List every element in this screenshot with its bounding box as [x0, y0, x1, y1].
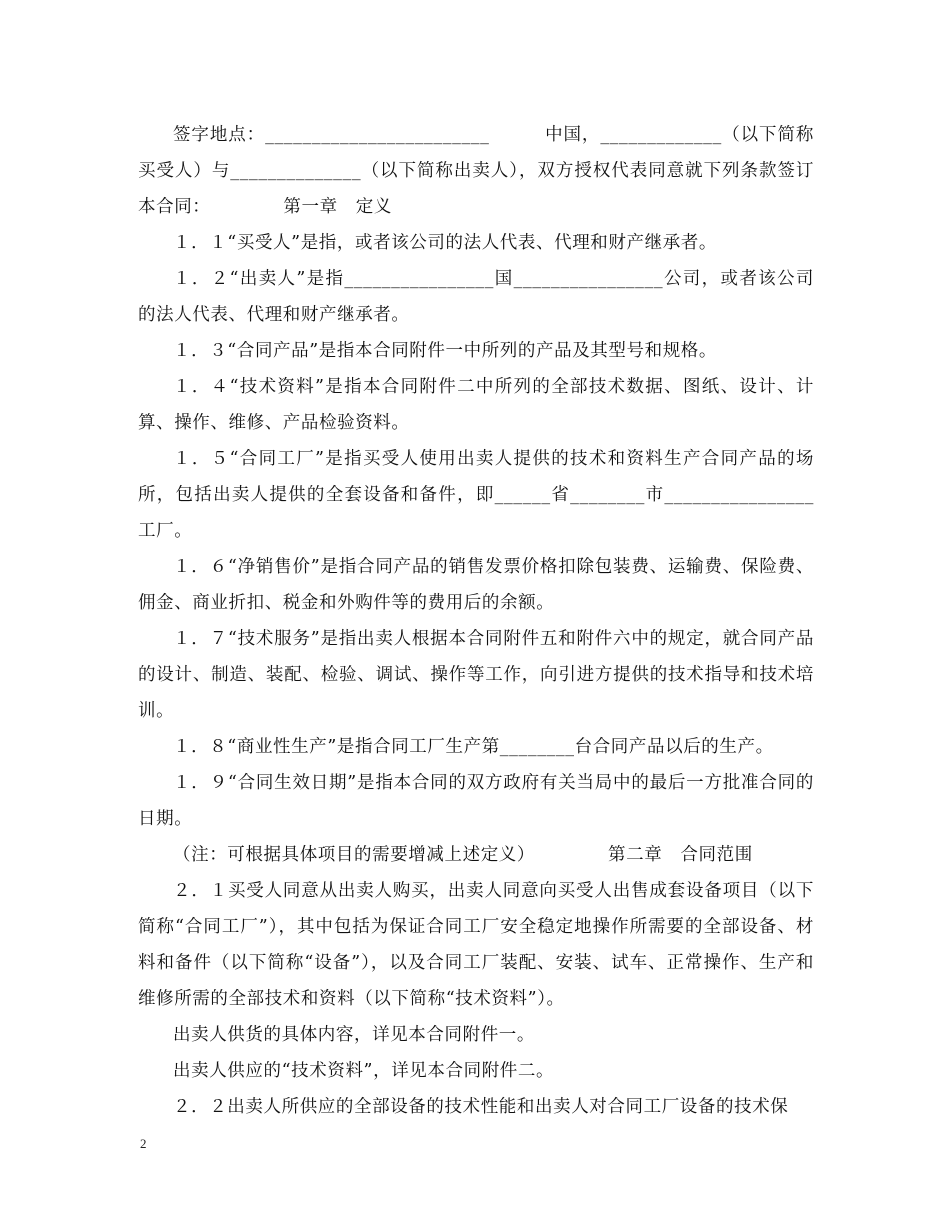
paragraph-1-1: １．１“买受人”是指，或者该公司的法人代表、代理和财产继承者。	[173, 233, 717, 253]
paragraph-1-9: １．９“合同生效日期”是指本合同的双方政府有关当局中的最后一方批准合同的日期。	[138, 773, 814, 829]
paragraph-supply-content: 出卖人供货的具体内容，详见本合同附件一。	[173, 1025, 535, 1045]
paragraph-intro: 签字地点：________________________ 中国，_____________（以下简称买受人）与______________（以下简称出卖人），双方授权代表同意就下列条款签订本合同： 第一章 定义	[138, 117, 814, 225]
paragraph-1-2: １．２“出卖人”是指________________国________________公司，或者该公司的法人代表、代理和财产继承者。	[138, 269, 814, 325]
paragraph-tech-docs: 出卖人供应的“技术资料”，详见本合同附件二。	[173, 1061, 555, 1081]
paragraph-1-4: １．４“技术资料”是指本合同附件二中所列的全部技术数据、图纸、设计、计算、操作、维修、产品检验资料。	[138, 377, 814, 433]
paragraph-1-6: １．６“净销售价”是指合同产品的销售发票价格扣除包装费、运输费、保险费、佣金、商业折扣、税金和外购件等的费用后的余额。	[138, 557, 814, 613]
page-number: 2	[140, 1136, 147, 1151]
paragraph-2-1: ２．１买受人同意从出卖人购买，出卖人同意向买受人出售成套设备项目（以下简称“合同工厂”），其中包括为保证合同工厂安全稳定地操作所需要的全部设备、材料和备件（以下简称“设备”），以及合同工厂装配、安装、试车、正常操作、生产和维修所需的全部技术和资料（以下简称“技术资料”）。	[138, 881, 814, 1009]
paragraph-note: （注：可根据具体项目的需要增减上述定义） 第二章 合同范围	[138, 837, 814, 873]
paragraph-2-2: ２．２出卖人所供应的全部设备的技术性能和出卖人对合同工厂设备的技术保	[173, 1097, 789, 1117]
paragraph-1-3: １．３“合同产品”是指本合同附件一中所列的产品及其型号和规格。	[173, 341, 717, 361]
paragraph-1-7: １．７“技术服务”是指出卖人根据本合同附件五和附件六中的规定，就合同产品的设计、制造、装配、检验、调试、操作等工作，向引进方提供的技术指导和技术培训。	[138, 629, 814, 721]
paragraph-1-8: １．８“商业性生产”是指合同工厂生产第________台合同产品以后的生产。	[173, 737, 774, 757]
paragraph-1-5: １．５“合同工厂”是指买受人使用出卖人提供的技术和资料生产合同产品的场所，包括出卖人提供的全套设备和备件，即______省________市________________工厂。	[138, 449, 814, 541]
body-text	[138, 117, 814, 1125]
chapter-heading-1: 第一章 定义	[283, 197, 393, 217]
chapter-heading-2: 第二章 合同范围	[608, 845, 753, 865]
